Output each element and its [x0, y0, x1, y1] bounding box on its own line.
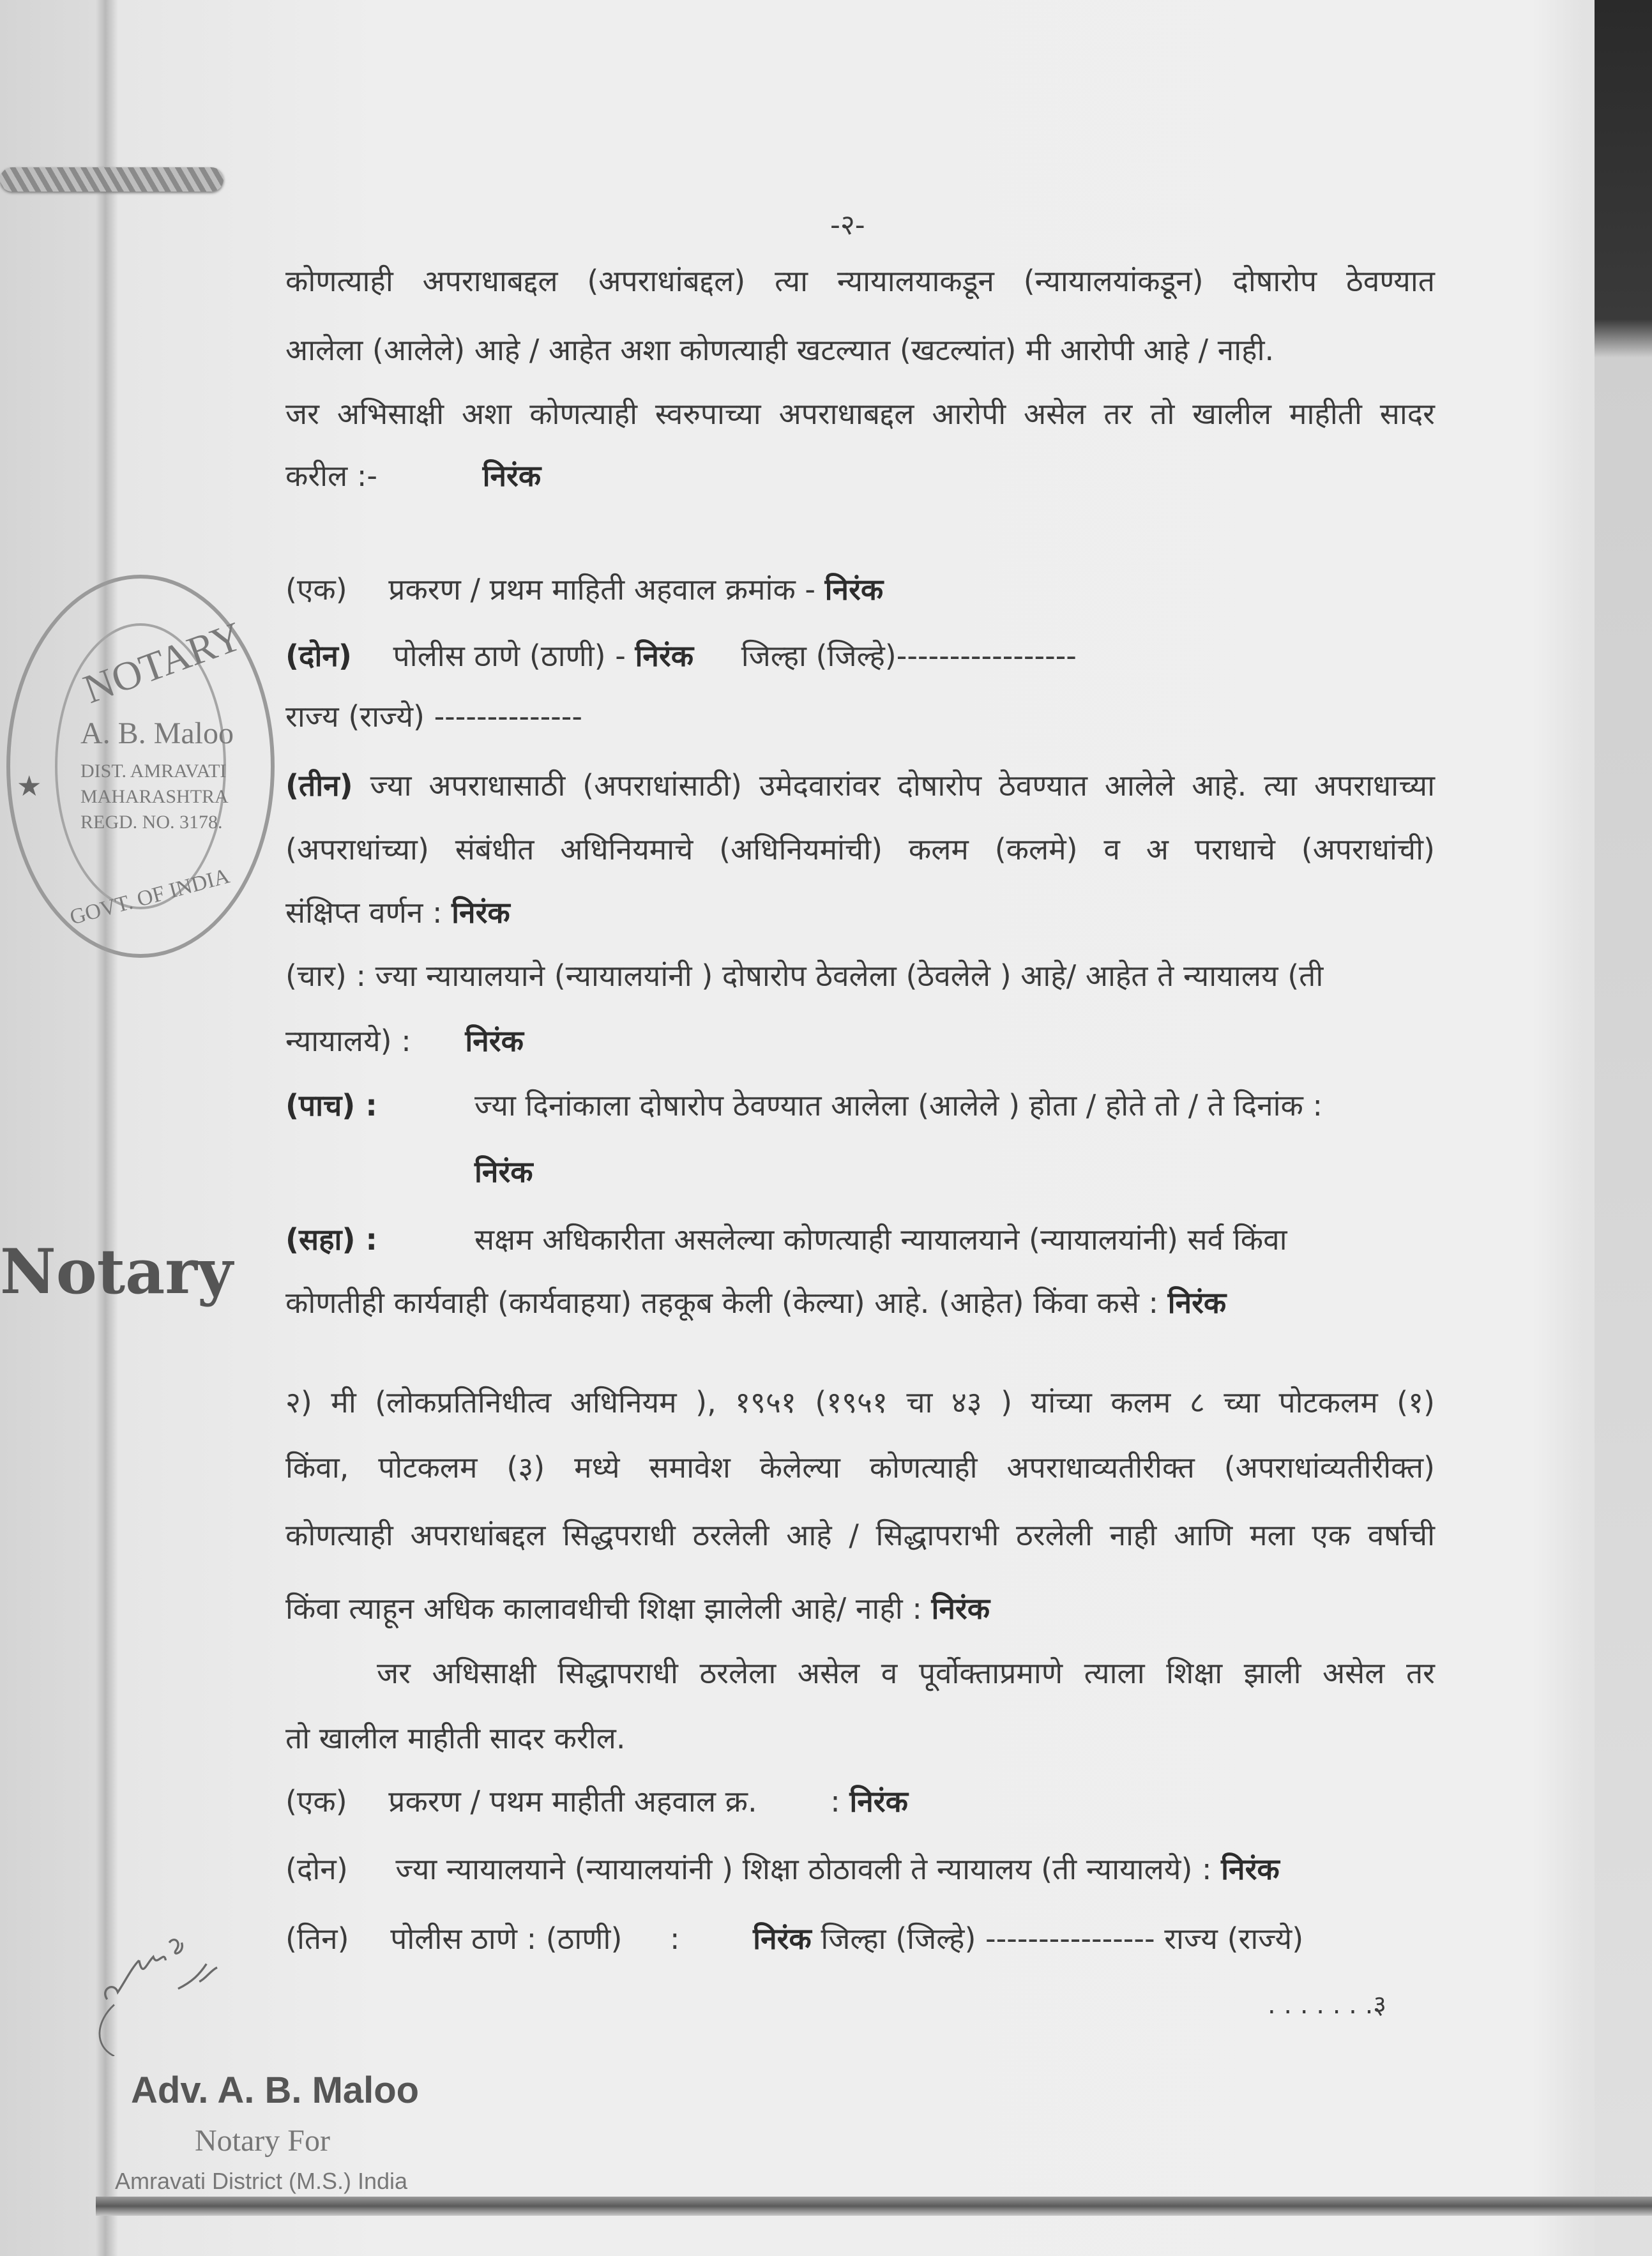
seal-bottom-text: GOVT. OF INDIA — [67, 864, 232, 930]
item-text: ज्या न्यायालयाने (न्यायालयांनी ) शिक्षा ठोठावली ते न्यायालय (ती न्यायालये) : — [395, 1852, 1212, 1886]
notary-seal — [6, 575, 275, 958]
para1-line2: आलेला (आलेले) आहे / आहेत अशा कोणत्याही खटल्यात (खटल्यांत) मी आरोपी आहे / नाही. — [285, 333, 1275, 367]
item-label: (पाच) : — [285, 1088, 377, 1123]
para1-line4-text: करील :- — [285, 458, 377, 493]
para2-line1: २) मी (लोकप्रतिनिधीत्व अधिनियम ), १९५१ (१९५१ चा ४३ ) यांच्या कलम ८ च्या पोटकलम (१) — [285, 1385, 1435, 1419]
item-text: प्रकरण / पथम माहीती अहवाल क्र. — [388, 1784, 757, 1819]
nil-value: निरंक — [849, 1784, 908, 1819]
seal-dist: DIST. AMRAVATI — [80, 761, 227, 782]
item-text: न्यायालये) : — [285, 1024, 411, 1058]
district-field: जिल्हा (जिल्हे)----------------- — [741, 639, 1077, 673]
item2-tin — [285, 1919, 1435, 1958]
colon: : — [830, 1784, 840, 1819]
item-label: (सहा) : — [285, 1222, 377, 1257]
seal-regd: REGD. NO. 3178. — [80, 812, 223, 833]
nil-value: निरंक — [482, 458, 542, 493]
para1-line4 — [285, 457, 1435, 495]
star-icon: ★ — [17, 771, 42, 802]
item-text: पोलीस ठाणे : (ठाणी) — [390, 1921, 623, 1956]
item1-saha — [285, 1220, 1435, 1259]
item-label: (दोन) — [285, 1852, 348, 1886]
item1-saha-line2 — [285, 1283, 1435, 1322]
item2-don — [285, 1850, 1435, 1888]
nil-value: निरंक — [931, 1591, 990, 1626]
item2-tin-rest: जिल्हा (जिल्हे) ---------------- राज्य (राज्ये) — [821, 1921, 1304, 1956]
item-text: संक्षिप्त वर्णन : — [285, 895, 443, 930]
scan-edge-bottom — [96, 2197, 1652, 2216]
nil-value: निरंक — [1167, 1285, 1227, 1320]
item1-saha-text: सक्षम अधिकारीता असलेल्या कोणत्याही न्यायालयाने (न्यायालयांनी) सर्व किंवा — [474, 1222, 1287, 1257]
nil-value: निरंक — [465, 1024, 524, 1058]
item1-teen-line1 — [285, 766, 1435, 805]
item1-char-line2 — [285, 1022, 1435, 1060]
item-label: (तिन) — [285, 1921, 349, 1956]
item1-state: राज्य (राज्ये) -------------- — [285, 699, 582, 734]
item-label: (तीन) — [285, 768, 353, 803]
item2-ek — [285, 1782, 1435, 1821]
item-text: किंवा त्याहून अधिक कालावधीची शिक्षा झालेली आहे/ नाही : — [285, 1591, 922, 1626]
stamp-title: Notary For — [195, 2124, 330, 2158]
item-label: (एक) — [285, 1784, 347, 1819]
item1-teen-line2: (अपराधांच्या) संबंधीत अधिनियमाचे (अधिनियमांची) कलम (कलमे) व अ पराधाचे (अपराधांची) — [285, 832, 1435, 867]
binding-thread — [0, 167, 224, 192]
notary-side-stamp: Notary — [0, 1236, 233, 1308]
para2-line6: तो खालील माहीती सादर करील. — [285, 1721, 626, 1755]
item1-pach-text: ज्या दिनांकाला दोषारोप ठेवण्यात आलेला (आलेले ) होता / होते तो / ते दिनांक : — [474, 1088, 1322, 1123]
stamp-place: Amravati District (M.S.) India — [115, 2168, 408, 2194]
item-text: कोणतीही कार्यवाही (कार्यवाहया) तहकूब केली (केल्या) आहे. (आहेत) किंवा कसे : — [285, 1285, 1159, 1320]
para2-line2: किंवा, पोटकलम (३) मध्ये समावेश केलेल्या कोणत्याही अपराधाव्यतीरीक्त (अपराधांव्यतीरीक्त) — [285, 1450, 1435, 1485]
seal-top-text: NOTARY — [77, 613, 248, 713]
nil-value: निरंक — [753, 1921, 812, 1956]
nil-value: निरंक — [635, 639, 694, 673]
para1-line1: कोणत्याही अपराधाबद्दल (अपराधांबद्दल) त्या न्यायालयाकडून (न्यायालयांकडून) दोषारोप ठेवण्यात — [285, 264, 1435, 298]
page-number: -२- — [830, 209, 865, 241]
seal-state: MAHARASHTRA — [80, 786, 229, 807]
stamp-advocate-name: Adv. A. B. Maloo — [131, 2070, 420, 2111]
continuation-marker: . . . . . . .३ — [1268, 1990, 1387, 2020]
item-text: ज्या अपराधासाठी (अपराधांसाठी) उमेदवारांवर दोषारोप ठेवण्यात आलेले आहे. त्या अपराधाच्या — [370, 768, 1436, 803]
handwritten-signature — [89, 1928, 281, 2056]
item-text: प्रकरण / प्रथम माहिती अहवाल क्रमांक - — [388, 572, 815, 607]
item-label: (एक) — [285, 572, 347, 607]
nil-value: निरंक — [451, 895, 510, 930]
para2-line4 — [285, 1589, 1435, 1628]
item1-don — [285, 637, 1435, 675]
para2-line5: जर अधिसाक्षी सिद्धापराधी ठरलेला असेल व पूर्वोक्ताप्रमाणे त्याला शिक्षा झाली असेल तर — [377, 1656, 1435, 1690]
seal-name: A. B. Maloo — [80, 716, 234, 750]
scan-edge-right — [1595, 0, 1652, 2256]
item1-teen-line3 — [285, 893, 1435, 932]
item1-char-line1: (चार) : ज्या न्यायालयाने (न्यायालयांनी ) दोषारोप ठेवलेला (ठेवलेले ) आहे/ आहेत ते न्यायालय (ती — [285, 958, 1324, 993]
item-text: पोलीस ठाणे (ठाणी) - — [393, 639, 626, 673]
nil-value: निरंक — [1221, 1852, 1280, 1886]
item2-tin-colon: : — [670, 1921, 680, 1956]
item1-ek — [285, 570, 1435, 609]
para1-line3: जर अभिसाक्षी अशा कोणत्याही स्वरुपाच्या अपराधाबद्दल आरोपी असेल तर तो खालील माहीती सादर — [285, 397, 1435, 431]
item-label: (दोन) — [285, 639, 352, 673]
item1-pach — [285, 1086, 1435, 1124]
para2-line3: कोणत्याही अपराधांबद्दल सिद्धपराधी ठरलेली आहे / सिद्धापराभी ठरलेली नाही आणि मला एक वर्षाची — [285, 1518, 1435, 1552]
nil-value: निरंक — [824, 572, 884, 607]
nil-value: निरंक — [474, 1154, 533, 1189]
